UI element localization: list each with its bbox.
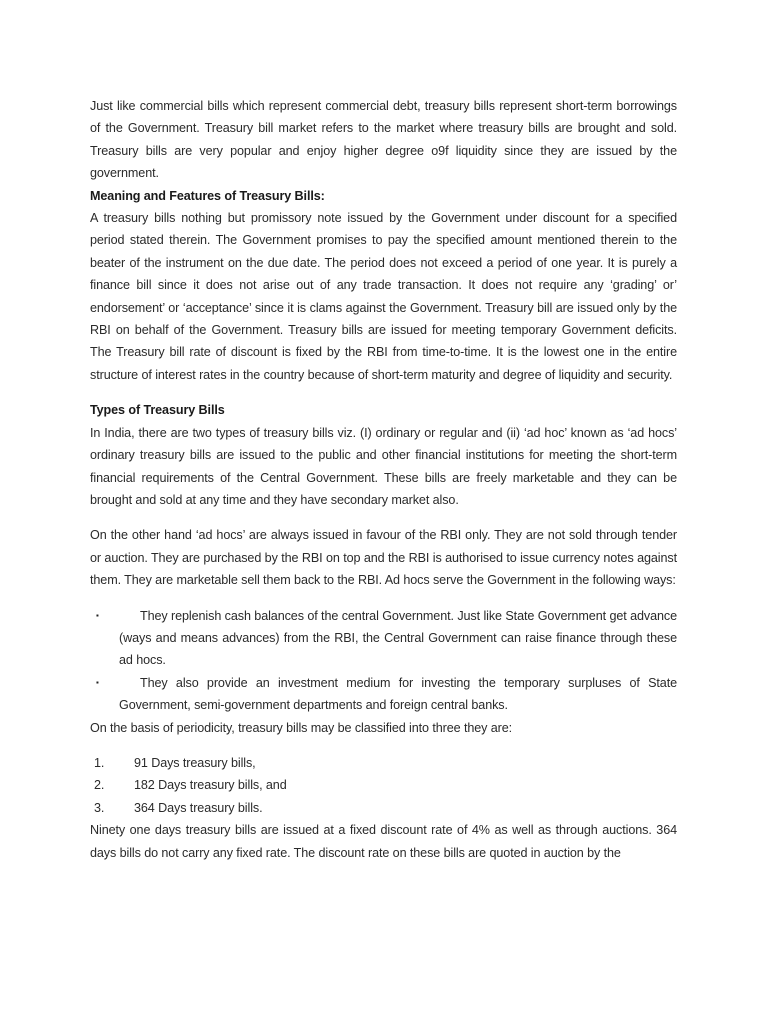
adhocs-paragraph: On the other hand ‘ad hocs’ are always issued in favour of the RBI only. They are not sold through tender or auction. They are purchased by the RBI on top and the RBI is authorised to issue currency notes against them. They are marketable sell them back to the RBI. Ad hocs serve the Government in the following ways: (90, 528, 677, 588)
list-number: 2. (94, 778, 105, 793)
types-heading: Types of Treasury Bills (90, 403, 225, 418)
list-item-text: 91 Days treasury bills, (134, 755, 256, 770)
list-item (90, 672, 677, 717)
list-item (90, 752, 677, 774)
periodicity-list (90, 752, 677, 819)
meaning-paragraph: A treasury bills nothing but promissory note issued by the Government under discount for a specified period stated therein. The Government promises to pay the specified amount mentioned therein to the beater of the instrument on the due date. The period does not exceed a period of one year. It is purely a finance bill since it does not arise out of any trade transaction. It does not require any ‘grading’ or’ endorsement’ or ‘acceptance’ since it is clams against the Government. Treasury bill are issued only by the RBI on behalf of the Government. Treasury bills are issued for meeting temporary Government deficits. The Treasury bill rate of discount is fixed by the RBI from time-to-time. It is the lowest one in the entire structure of interest rates in the country because of short-term maturity and degree of liquidity and security. (90, 211, 677, 382)
periodicity-paragraph: On the basis of periodicity, treasury bills may be classified into three they are: (90, 720, 513, 735)
list-item-text: 182 Days treasury bills, and (134, 778, 287, 793)
list-item-text: 364 Days treasury bills. (134, 800, 263, 815)
bullet-text: They replenish cash balances of the central Government. Just like State Government get advance (ways and means advances) from the RBI, the Central Government can raise finance through these ad hocs. (119, 608, 677, 668)
adhoc-uses-list (90, 605, 677, 717)
closing-paragraph: Ninety one days treasury bills are issued at a fixed discount rate of 4% as well as through auctions. 364 days bills do not carry any fixed rate. The discount rate on these bills are quoted in auction by the (90, 823, 677, 860)
list-number: 3. (94, 800, 105, 815)
list-item (90, 774, 677, 796)
bullet-marker: ▪ (96, 677, 99, 687)
intro-paragraph: Just like commercial bills which represent commercial debt, treasury bills represent short-term borrowings of the Government. Treasury bill market refers to the market where treasury bills are brought and sold. Treasury bills are very popular and enjoy higher degree o9f liquidity since they are issued by the government. (90, 99, 677, 181)
meaning-heading: Meaning and Features of Treasury Bills: (90, 188, 325, 203)
document-page (90, 95, 677, 864)
list-item (90, 797, 677, 819)
list-item (90, 605, 677, 672)
bullet-text: They also provide an investment medium for investing the temporary surpluses of State Government, semi-government departments and foreign central banks. (119, 675, 677, 713)
list-number: 1. (94, 755, 105, 770)
types-paragraph: In India, there are two types of treasury bills viz. (I) ordinary or regular and (ii) ‘ad hoc’ known as ‘ad hocs’ ordinary treasury bills are issued to the public and other financial institutions for meeting the short-term financial requirements of the Central Government. These bills are freely marketable and they can be brought and sold at any time and they have secondary market also. (90, 425, 677, 507)
bullet-marker: ▪ (96, 610, 99, 620)
